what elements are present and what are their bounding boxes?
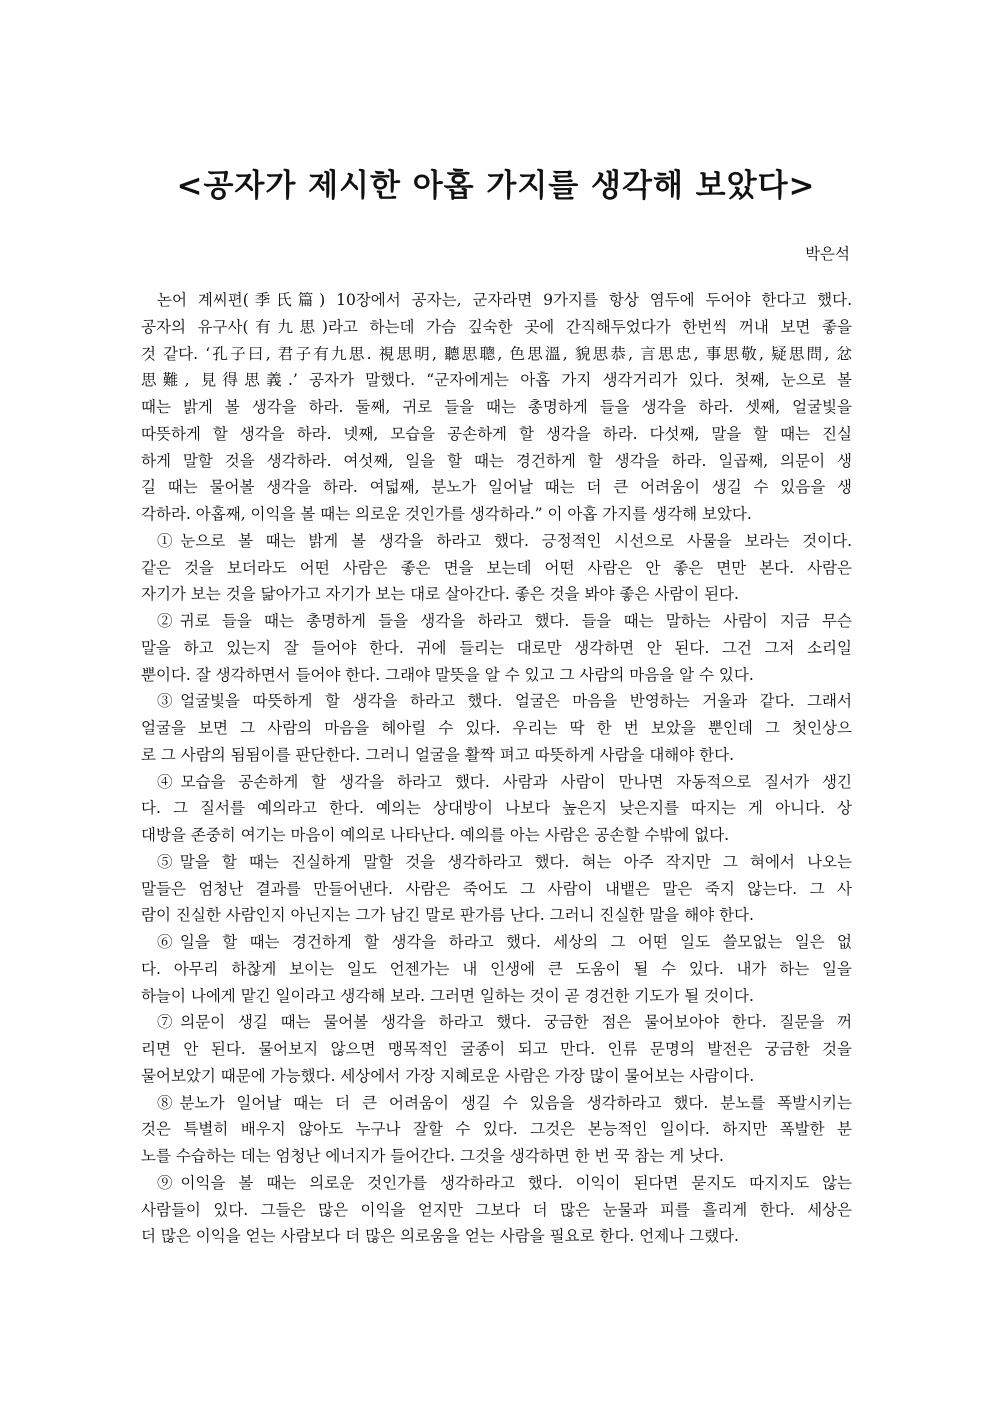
text-line: 물어보았기 때문에 가능했다. 세상에서 가장 지혜로운 사람은 가장 많이 물어보는 사람이다. <box>141 1066 755 1085</box>
text-line: 말들은 엄청난 결과를 만들어낸다. 사람은 죽어도 그 사람이 내뱉은 말은 죽지 않는다. 그 사 <box>141 879 852 898</box>
paragraph <box>141 528 852 608</box>
text-line: 로 그 사람의 됨됨이를 판단한다. 그러니 얼굴을 활짝 펴고 따뜻하게 사람을 대해야 한다. <box>141 745 735 764</box>
paragraph <box>141 287 852 528</box>
text-line: ⑦의문이 생길 때는 물어볼 생각을 하라고 했다. 궁금한 점은 물어보아야 한다. 질문을 꺼 <box>157 1013 852 1032</box>
paragraph <box>141 769 852 849</box>
paragraph <box>141 1009 852 1089</box>
document-body <box>141 287 852 1250</box>
text-line: ④모습을 공손하게 할 생각을 하라고 했다. 사람과 사람이 만나면 자동적으로 질서가 생긴 <box>157 772 852 791</box>
text-line: 얼굴을 보면 그 사람의 마음을 헤아릴 수 있다. 우리는 딱 한 번 보았을 뿐인데 그 첫인상으 <box>141 719 852 737</box>
text-line: 하늘이 나에게 맡긴 일이라고 생각해 보라. 그러면 일하는 것이 곧 경건한 기도가 될 것이다. <box>141 986 754 1005</box>
text-line: 논어 계씨편(季氏篇) 10장에서 공자는, 군자라면 9가지를 항상 염두에 두어야 한다고 했다. <box>157 291 852 309</box>
text-line: ①눈으로 볼 때는 밝게 볼 생각을 하라고 했다. 긍정적인 시선으로 사물을 보라는 것이다. <box>157 531 852 550</box>
author-name: 박은석 <box>805 245 850 263</box>
text-line: ③얼굴빛을 따뜻하게 할 생각을 하라고 했다. 얼굴은 마음을 반영하는 거울과 같다. 그래서 <box>157 692 852 711</box>
text-line: 자기가 보는 것을 닮아가고 자기가 보는 대로 살아간다. 좋은 것을 봐야 좋은 사람이 된다. <box>141 585 739 604</box>
text-line: 따뜻하게 할 생각을 하라. 넷째, 모습을 공손하게 할 생각을 하라. 다섯째, 말을 할 때는 진실 <box>141 424 852 443</box>
text-line: 것 같다. ‘孔子曰, 君子有九思. 視思明, 聽思聰, 色思溫, 貌思恭, 言思忠, 事思敬, 疑思問, 忿 <box>141 344 852 363</box>
text-line: ⑨이익을 볼 때는 의로운 것인가를 생각하라고 했다. 이익이 된다면 묻지도 따지지도 않는 <box>157 1173 852 1192</box>
text-line: ⑧분노가 일어날 때는 더 큰 어려움이 생길 수 있음을 생각하라고 했다. 분노를 폭발시키는 <box>157 1093 852 1112</box>
text-line: 다. 그 질서를 예의라고 한다. 예의는 상대방이 나보다 높은지 낮은지를 따지는 게 아니다. 상 <box>141 799 852 818</box>
text-line: 뿐이다. 잘 생각하면서 들어야 한다. 그래야 말뜻을 알 수 있고 그 사람의 마음을 알 수 있다. <box>141 665 754 684</box>
text-line: 사람들이 있다. 그들은 많은 이익을 얻지만 그보다 더 많은 눈물과 피를 흘리게 한다. 세상은 <box>141 1200 852 1219</box>
document-title: <공자가 제시한 아홉 가지를 생각해 보았다> <box>176 168 816 204</box>
paragraph <box>141 1170 852 1250</box>
text-line: 말을 하고 있는지 잘 들어야 한다. 귀에 들리는 대로만 생각하면 안 된다. 그건 그저 소리일 <box>141 638 852 657</box>
paragraph <box>141 1090 852 1170</box>
paragraph <box>141 688 852 768</box>
text-line: 때는 밝게 볼 생각을 하라. 둘째, 귀로 들을 때는 총명하게 들을 생각을 하라. 셋째, 얼굴빛을 <box>141 398 852 416</box>
text-line: ⑥일을 할 때는 경건하게 할 생각을 하라고 했다. 세상의 그 어떤 일도 쓸모없는 일은 없 <box>157 933 852 951</box>
text-line: 공자의 유구사(有九思)라고 하는데 가슴 깊숙한 곳에 간직해두었다가 한번씩 꺼내 보면 좋을 <box>141 317 852 336</box>
text-line: 더 많은 이익을 얻는 사람보다 더 많은 의로움을 얻는 사람을 필요로 한다. 언제나 그랬다. <box>141 1227 739 1246</box>
text-line: 思難, 見得思義.’ 공자가 말했다. “군자에게는 아홉 가지 생각거리가 있다. 첫째, 눈으로 볼 <box>141 371 852 390</box>
text-line: ⑤말을 할 때는 진실하게 말할 것을 생각하라고 했다. 혀는 아주 작지만 그 혀에서 나오는 <box>157 852 852 871</box>
text-line: 길 때는 물어볼 생각을 하라. 여덟째, 분노가 일어날 때는 더 큰 어려움이 생길 수 있음을 생 <box>141 478 852 497</box>
text-line: 다. 아무리 하찮게 보이는 일도 언젠가는 내 인생에 큰 도움이 될 수 있다. 내가 하는 일을 <box>141 959 852 978</box>
text-line: 람이 진실한 사람인지 아닌지는 그가 남긴 말로 판가름 난다. 그러니 진실한 말을 해야 한다. <box>141 906 754 925</box>
text-line: 같은 것을 보더라도 어떤 사람은 좋은 면을 보는데 어떤 사람은 안 좋은 면만 본다. 사람은 <box>141 558 852 577</box>
text-line: 노를 수습하는 데는 엄청난 에너지가 들어간다. 그것을 생각하면 한 번 꾹 참는 게 낫다. <box>141 1147 724 1165</box>
text-line: 것은 특별히 배우지 않아도 누구나 잘할 수 있다. 그것은 본능적인 일이다. 하지만 폭발한 분 <box>141 1120 852 1139</box>
paragraph <box>141 849 852 929</box>
text-line: 하게 말할 것을 생각하라. 여섯째, 일을 할 때는 경건하게 할 생각을 하라. 일곱째, 의문이 생 <box>141 451 852 470</box>
text-line: ②귀로 들을 때는 총명하게 들을 생각을 하라고 했다. 들을 때는 말하는 사람이 지금 무슨 <box>157 612 852 630</box>
paragraph <box>141 929 852 1009</box>
text-line: 리면 안 된다. 물어보지 않으면 맹목적인 굴종이 되고 만다. 인류 문명의 발전은 궁금한 것을 <box>141 1040 852 1058</box>
paragraph <box>141 608 852 688</box>
text-line: 대방을 존중히 여기는 마음이 예의로 나타난다. 예의를 아는 사람은 공손할 수밖에 없다. <box>141 826 730 844</box>
text-line: 각하라. 아홉째, 이익을 볼 때는 의로운 것인가를 생각하라.” 이 아홉 가지를 생각해 보았다. <box>141 505 752 523</box>
